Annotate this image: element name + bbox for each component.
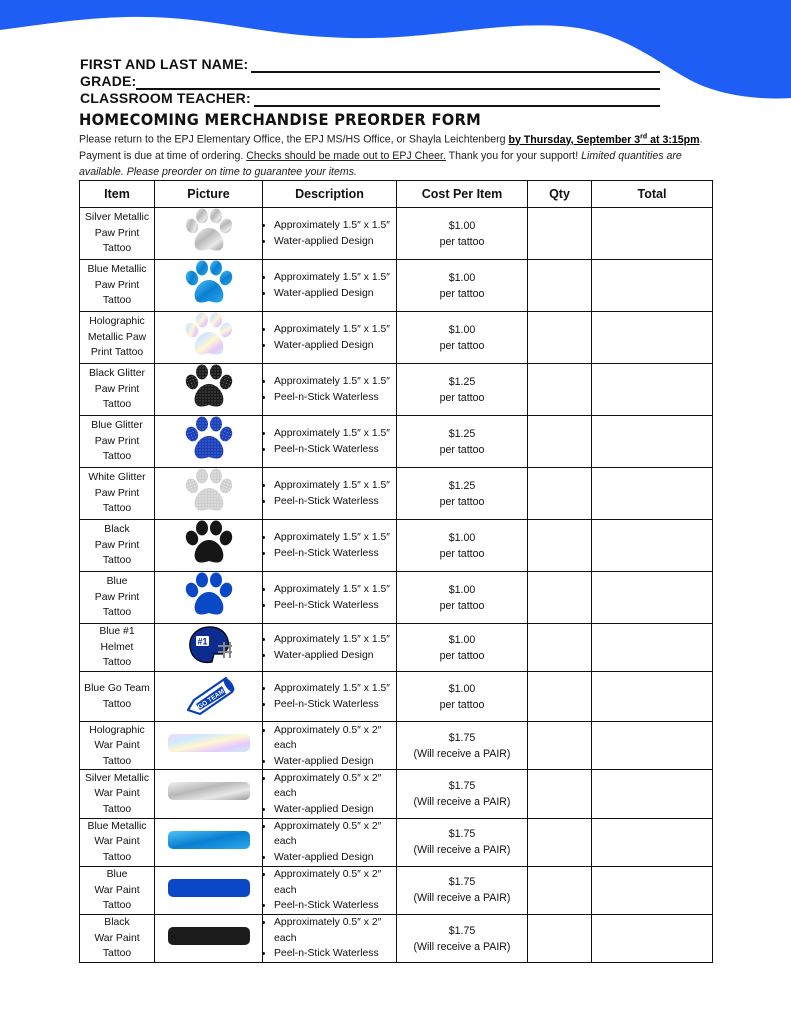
checks-note: Checks should be made out to EPJ Cheer. bbox=[246, 149, 446, 162]
cost-cell bbox=[397, 312, 528, 364]
teacher-label: CLASSROOM TEACHER: bbox=[80, 90, 251, 106]
description-point: • Water-applied Design bbox=[274, 648, 396, 664]
description-point: • Peel-n-Stick Waterless bbox=[274, 598, 396, 614]
picture-cell bbox=[155, 914, 263, 962]
price-unit: (Will receive a PAIR) bbox=[413, 940, 511, 953]
total-cell[interactable] bbox=[592, 624, 713, 672]
description-point: • Peel-n-Stick Waterless bbox=[274, 898, 396, 914]
price-unit: (Will receive a PAIR) bbox=[413, 747, 511, 760]
qty-cell[interactable] bbox=[528, 468, 592, 520]
picture-cell bbox=[155, 468, 263, 520]
description-point: • Approximately 1.5″ x 1.5″ bbox=[274, 530, 396, 546]
table-row bbox=[80, 364, 713, 416]
description-point: • Approximately 1.5″ x 1.5″ bbox=[274, 218, 396, 234]
header-cost: Cost Per Item bbox=[397, 181, 528, 208]
picture-cell bbox=[155, 572, 263, 624]
description-cell bbox=[263, 416, 397, 468]
item-name: Blue Go Team Tattoo bbox=[84, 683, 150, 710]
blue-glitter-paw-icon bbox=[184, 449, 234, 466]
item-cell bbox=[80, 416, 155, 468]
total-cell[interactable] bbox=[592, 416, 713, 468]
holographic-war-paint-icon bbox=[166, 742, 252, 759]
picture-cell bbox=[155, 624, 263, 672]
cost-cell bbox=[397, 914, 528, 962]
qty-cell[interactable] bbox=[528, 818, 592, 866]
description-point: • Water-applied Design bbox=[274, 754, 396, 770]
description-cell bbox=[263, 260, 397, 312]
description-cell bbox=[263, 520, 397, 572]
header-qty: Qty bbox=[528, 181, 592, 208]
item-cell bbox=[80, 818, 155, 866]
description-point: • Approximately 0.5″ x 2″ each bbox=[274, 771, 396, 802]
item-name: Blue Metallic Paw Print Tattoo bbox=[87, 264, 147, 307]
price: $1.25 bbox=[448, 479, 476, 492]
holographic-paw-icon bbox=[184, 345, 234, 362]
description-point: • Approximately 1.5″ x 1.5″ bbox=[274, 426, 396, 442]
price-unit: per tattoo bbox=[439, 235, 485, 248]
table-row bbox=[80, 208, 713, 260]
description-point: • Approximately 1.5″ x 1.5″ bbox=[274, 478, 396, 494]
description-cell bbox=[263, 866, 397, 914]
description-point: • Water-applied Design bbox=[274, 286, 396, 302]
table-row bbox=[80, 624, 713, 672]
blue-paw-icon bbox=[184, 605, 234, 622]
description-point: • Approximately 1.5″ x 1.5″ bbox=[274, 632, 396, 648]
picture-cell bbox=[155, 416, 263, 468]
item-cell bbox=[80, 770, 155, 818]
teacher-blank[interactable] bbox=[254, 92, 660, 107]
cost-cell bbox=[397, 468, 528, 520]
name-label: FIRST AND LAST NAME: bbox=[80, 56, 249, 72]
description-point: • Water-applied Design bbox=[274, 802, 396, 818]
price-unit: (Will receive a PAIR) bbox=[413, 844, 511, 857]
cost-cell bbox=[397, 770, 528, 818]
payment-text: . Payment is due at time of ordering. bbox=[79, 133, 703, 162]
table-row bbox=[80, 770, 713, 818]
item-name: Holographic War Paint Tattoo bbox=[89, 724, 145, 767]
header-total: Total bbox=[592, 181, 713, 208]
table-row bbox=[80, 914, 713, 962]
item-cell bbox=[80, 672, 155, 722]
header-description: Description bbox=[263, 181, 397, 208]
qty-cell[interactable] bbox=[528, 520, 592, 572]
item-cell bbox=[80, 364, 155, 416]
item-cell bbox=[80, 722, 155, 770]
description-point: • Peel-n-Stick Waterless bbox=[274, 442, 396, 458]
table-row bbox=[80, 312, 713, 364]
price: $1.00 bbox=[448, 583, 476, 596]
total-cell[interactable] bbox=[592, 208, 713, 260]
cost-cell bbox=[397, 866, 528, 914]
cost-cell bbox=[397, 624, 528, 672]
description-point: • Approximately 1.5″ x 1.5″ bbox=[274, 582, 396, 598]
picture-cell bbox=[155, 770, 263, 818]
item-cell bbox=[80, 312, 155, 364]
description-point: • Approximately 0.5″ x 2″ each bbox=[274, 915, 396, 946]
picture-cell bbox=[155, 866, 263, 914]
qty-cell[interactable] bbox=[528, 624, 592, 672]
helmet-icon bbox=[184, 636, 234, 670]
item-name: Black War Paint Tattoo bbox=[94, 917, 140, 960]
table-header-row bbox=[80, 181, 713, 208]
qty-cell[interactable] bbox=[528, 672, 592, 722]
description-cell bbox=[263, 312, 397, 364]
description-point: • Approximately 0.5″ x 2″ each bbox=[274, 723, 396, 754]
description-point: • Peel-n-Stick Waterless bbox=[274, 946, 396, 962]
description-cell bbox=[263, 572, 397, 624]
black-war-paint-icon bbox=[166, 935, 252, 952]
item-cell bbox=[80, 914, 155, 962]
price: $1.00 bbox=[448, 682, 476, 695]
description-point: • Peel-n-Stick Waterless bbox=[274, 494, 396, 510]
item-cell bbox=[80, 572, 155, 624]
description-point: • Approximately 0.5″ x 2″ each bbox=[274, 867, 396, 898]
total-cell[interactable] bbox=[592, 672, 713, 722]
price-unit: per tattoo bbox=[439, 495, 485, 508]
description-cell bbox=[263, 624, 397, 672]
price-unit: per tattoo bbox=[439, 287, 485, 300]
picture-cell bbox=[155, 672, 263, 722]
picture-cell bbox=[155, 818, 263, 866]
description-cell bbox=[263, 208, 397, 260]
item-cell bbox=[80, 866, 155, 914]
description-point: • Approximately 1.5″ x 1.5″ bbox=[274, 270, 396, 286]
total-cell[interactable] bbox=[592, 770, 713, 818]
item-cell bbox=[80, 520, 155, 572]
description-cell bbox=[263, 364, 397, 416]
picture-cell bbox=[155, 312, 263, 364]
teacher-field[interactable] bbox=[80, 90, 660, 107]
silver-paw-icon bbox=[184, 241, 234, 258]
price-unit: per tattoo bbox=[439, 443, 485, 456]
name-blank[interactable] bbox=[251, 58, 660, 73]
blue-metallic-paw-icon bbox=[184, 293, 234, 310]
table-row bbox=[80, 866, 713, 914]
cost-cell bbox=[397, 672, 528, 722]
item-name: Blue War Paint Tattoo bbox=[94, 869, 140, 912]
total-cell[interactable] bbox=[592, 260, 713, 312]
name-field[interactable] bbox=[80, 56, 660, 73]
cost-cell bbox=[397, 364, 528, 416]
description-cell bbox=[263, 672, 397, 722]
intro-text: Please return to the EPJ Elementary Office, the EPJ MS/HS Office, or Shayla Leichtenberg bbox=[79, 133, 509, 146]
table-row bbox=[80, 818, 713, 866]
description-point: • Water-applied Design bbox=[274, 234, 396, 250]
picture-cell bbox=[155, 208, 263, 260]
description-point: • Peel-n-Stick Waterless bbox=[274, 390, 396, 406]
qty-cell[interactable] bbox=[528, 260, 592, 312]
total-cell[interactable] bbox=[592, 468, 713, 520]
description-point: • Approximately 0.5″ x 2″ each bbox=[274, 819, 396, 850]
cost-cell bbox=[397, 520, 528, 572]
price: $1.00 bbox=[448, 219, 476, 232]
blue-metallic-war-paint-icon bbox=[166, 839, 252, 856]
qty-cell[interactable] bbox=[528, 866, 592, 914]
price: $1.00 bbox=[448, 531, 476, 544]
blue-war-paint-icon bbox=[166, 887, 252, 904]
black-glitter-paw-icon bbox=[184, 397, 234, 414]
grade-blank[interactable] bbox=[136, 75, 660, 90]
total-cell[interactable] bbox=[592, 364, 713, 416]
qty-cell[interactable] bbox=[528, 364, 592, 416]
table-row bbox=[80, 722, 713, 770]
qty-cell[interactable] bbox=[528, 770, 592, 818]
description-cell bbox=[263, 468, 397, 520]
description-point: • Water-applied Design bbox=[274, 338, 396, 354]
item-name: Silver Metallic Paw Print Tattoo bbox=[84, 212, 150, 255]
picture-cell bbox=[155, 520, 263, 572]
price-unit: per tattoo bbox=[439, 391, 485, 404]
price-unit: per tattoo bbox=[439, 649, 485, 662]
item-cell bbox=[80, 468, 155, 520]
cost-cell bbox=[397, 722, 528, 770]
description-point: • Approximately 1.5″ x 1.5″ bbox=[274, 322, 396, 338]
grade-field[interactable] bbox=[80, 73, 660, 90]
item-name: Holographic Metallic Paw Print Tattoo bbox=[87, 316, 147, 359]
item-name: Black Glitter Paw Print Tattoo bbox=[88, 368, 145, 411]
price: $1.00 bbox=[448, 271, 476, 284]
price: $1.00 bbox=[448, 633, 476, 646]
qty-cell[interactable] bbox=[528, 914, 592, 962]
item-name: Blue Glitter Paw Print Tattoo bbox=[91, 420, 143, 463]
description-point: • Peel-n-Stick Waterless bbox=[274, 697, 396, 713]
thanks-text: Thank you for your support! bbox=[445, 149, 582, 162]
price: $1.25 bbox=[448, 427, 476, 440]
svg-text:#1: #1 bbox=[196, 636, 208, 647]
picture-cell bbox=[155, 260, 263, 312]
item-name: Silver Metallic War Paint Tattoo bbox=[84, 772, 150, 815]
price: $1.00 bbox=[448, 323, 476, 336]
description-point: • Water-applied Design bbox=[274, 850, 396, 866]
item-name: Blue Metallic War Paint Tattoo bbox=[87, 820, 147, 863]
item-cell bbox=[80, 208, 155, 260]
black-paw-icon bbox=[184, 553, 234, 570]
total-cell[interactable] bbox=[592, 818, 713, 866]
item-name: Blue #1 Helmet Tattoo bbox=[99, 626, 135, 669]
student-info-fields bbox=[80, 56, 660, 107]
qty-cell[interactable] bbox=[528, 312, 592, 364]
cost-cell bbox=[397, 260, 528, 312]
table-row bbox=[80, 672, 713, 722]
header-item: Item bbox=[80, 181, 155, 208]
description-cell bbox=[263, 818, 397, 866]
deadline: by Thursday, September 3rd at 3:15pm bbox=[508, 133, 700, 146]
total-cell[interactable] bbox=[592, 866, 713, 914]
description-point: • Approximately 1.5″ x 1.5″ bbox=[274, 374, 396, 390]
qty-cell[interactable] bbox=[528, 722, 592, 770]
price-unit: per tattoo bbox=[439, 547, 485, 560]
cost-cell bbox=[397, 208, 528, 260]
price-unit: per tattoo bbox=[439, 698, 485, 711]
price-unit: (Will receive a PAIR) bbox=[413, 795, 511, 808]
table-row bbox=[80, 416, 713, 468]
price: $1.25 bbox=[448, 375, 476, 388]
description-cell bbox=[263, 914, 397, 962]
total-cell[interactable] bbox=[592, 520, 713, 572]
header-picture: Picture bbox=[155, 181, 263, 208]
item-cell bbox=[80, 260, 155, 312]
description-point: • Approximately 1.5″ x 1.5″ bbox=[274, 681, 396, 697]
total-cell[interactable] bbox=[592, 312, 713, 364]
description-cell bbox=[263, 722, 397, 770]
price: $1.75 bbox=[448, 876, 476, 889]
table-row bbox=[80, 468, 713, 520]
price-unit: (Will receive a PAIR) bbox=[413, 892, 511, 905]
order-table bbox=[79, 180, 713, 963]
limited-note: Limited quantities are available. Please preorder on time to guarantee your items. bbox=[79, 149, 682, 178]
silver-war-paint-icon bbox=[166, 790, 252, 807]
svg-text:GO TEAM: GO TEAM bbox=[196, 688, 226, 711]
megaphone-icon bbox=[182, 688, 236, 720]
table-row bbox=[80, 572, 713, 624]
description-cell bbox=[263, 770, 397, 818]
qty-cell[interactable] bbox=[528, 572, 592, 624]
price: $1.75 bbox=[448, 731, 476, 744]
qty-cell[interactable] bbox=[528, 416, 592, 468]
total-cell[interactable] bbox=[592, 722, 713, 770]
description-point: • Peel-n-Stick Waterless bbox=[274, 546, 396, 562]
total-cell[interactable] bbox=[592, 572, 713, 624]
price-unit: per tattoo bbox=[439, 339, 485, 352]
item-name: Blue Paw Print Tattoo bbox=[94, 576, 140, 619]
price: $1.75 bbox=[448, 828, 476, 841]
total-cell[interactable] bbox=[592, 914, 713, 962]
form-title: HOMECOMING MERCHANDISE PREORDER FORM bbox=[79, 110, 482, 129]
instructions bbox=[79, 129, 711, 180]
qty-cell[interactable] bbox=[528, 208, 592, 260]
item-cell bbox=[80, 624, 155, 672]
white-glitter-paw-icon bbox=[184, 501, 234, 518]
cost-cell bbox=[397, 572, 528, 624]
grade-label: GRADE: bbox=[80, 73, 137, 89]
picture-cell bbox=[155, 364, 263, 416]
picture-cell bbox=[155, 722, 263, 770]
table-row bbox=[80, 520, 713, 572]
price-unit: per tattoo bbox=[439, 599, 485, 612]
table-row bbox=[80, 260, 713, 312]
item-name: White Glitter Paw Print Tattoo bbox=[88, 472, 146, 515]
item-name: Black Paw Print Tattoo bbox=[94, 524, 140, 567]
price: $1.75 bbox=[448, 924, 476, 937]
price: $1.75 bbox=[448, 779, 476, 792]
cost-cell bbox=[397, 416, 528, 468]
cost-cell bbox=[397, 818, 528, 866]
